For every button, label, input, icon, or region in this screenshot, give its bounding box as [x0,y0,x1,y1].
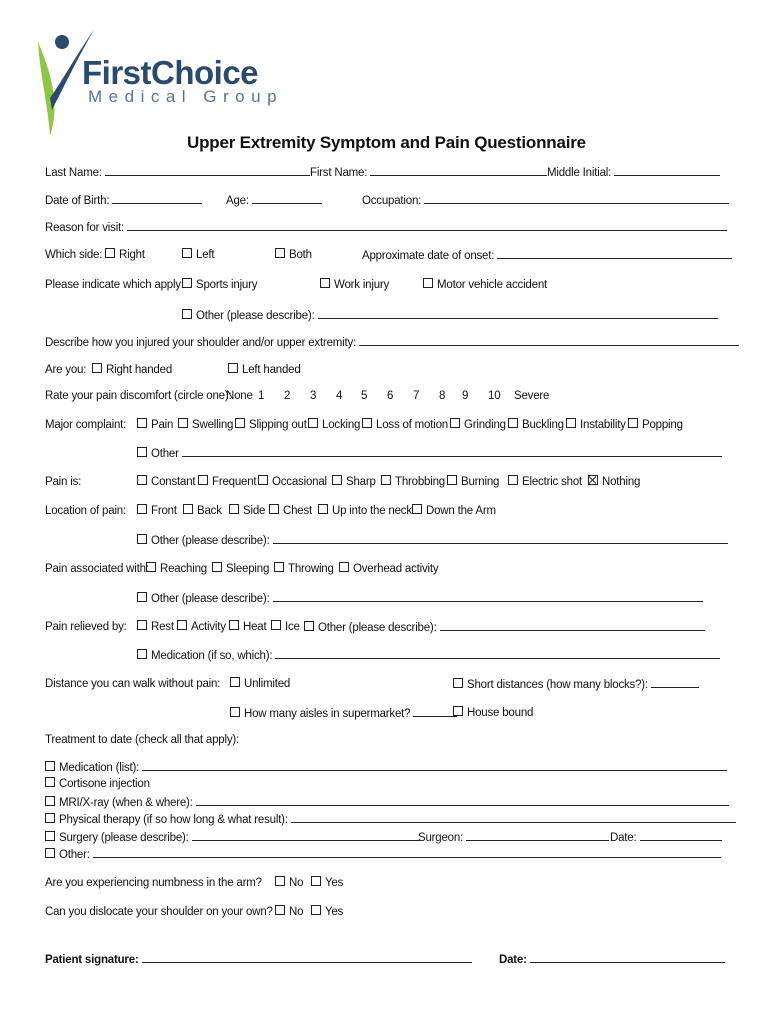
middle-initial-label: Middle Initial: [547,167,612,179]
relief-medication-checkbox[interactable] [137,649,147,659]
last-name-label: Last Name: [45,167,102,179]
complaint-instability-checkbox[interactable] [566,418,576,428]
treat-medication-label: Medication (list): [59,762,140,774]
dislocate-yes-label: Yes [325,906,344,918]
onset-label: Approximate date of onset: [362,250,495,262]
apply-other-checkbox[interactable] [182,309,192,319]
complaint-grinding-label: Grinding [464,419,506,431]
rate-9[interactable]: 9 [462,390,469,402]
relief-heat-label: Heat [243,621,267,633]
assoc-reaching-label: Reaching [160,563,207,575]
dislocate-no-checkbox[interactable] [275,905,285,915]
pain-occasional-checkbox[interactable] [258,475,268,485]
complaint-loss-motion-checkbox[interactable] [362,418,372,428]
treat-cortisone-checkbox[interactable] [45,777,55,787]
treat-surgery-checkbox[interactable] [45,831,55,841]
side-label: Which side: [45,249,103,261]
pain-frequent-checkbox[interactable] [198,475,208,485]
assoc-other-label: Other (please describe): [151,593,270,605]
treat-pt-field[interactable] [291,812,736,823]
onset-field[interactable] [497,248,732,259]
dist-unlimited-checkbox[interactable] [230,677,240,687]
rate-label: Rate your pain discomfort (circle one): [45,390,232,402]
assoc-sleeping-checkbox[interactable] [212,562,222,572]
pain-sharp-checkbox[interactable] [332,475,342,485]
assoc-reaching-checkbox[interactable] [146,562,156,572]
dist-housebound-checkbox[interactable] [453,706,463,716]
complaint-other-field[interactable] [182,446,722,457]
pain-frequent-label: Frequent [212,476,257,488]
relief-activity-checkbox[interactable] [177,620,187,630]
occupation-field[interactable] [424,193,729,204]
apply-label: Please indicate which apply: [45,279,184,291]
pain-constant-label: Constant [151,476,196,488]
pain-nothing-label: Nothing [602,476,641,488]
loc-arm-checkbox[interactable] [412,504,422,514]
assoc-sleeping-label: Sleeping [226,563,270,575]
treat-mri-label: MRI/X-ray (when & where): [59,797,193,809]
middle-initial-field[interactable] [614,165,720,176]
complaint-instability-label: Instability [580,419,626,431]
signature-field[interactable] [142,952,472,963]
loc-front-label: Front [151,505,177,517]
rate-none[interactable]: None [226,390,253,402]
last-name-field[interactable] [105,165,310,176]
occupation-label: Occupation: [362,195,422,207]
rate-7[interactable]: 7 [413,390,420,402]
page-title: Upper Extremity Symptom and Pain Questionnaire [187,133,586,152]
complaint-pain-label: Pain [151,419,174,431]
pain-throbbing-checkbox[interactable] [381,475,391,485]
complaint-buckling-label: Buckling [522,419,564,431]
surgery-date-field[interactable] [640,830,722,841]
side-right-checkbox[interactable] [105,248,115,258]
distance-label: Distance you can walk without pain: [45,678,221,690]
associated-label: Pain associated with: [45,563,149,575]
left-handed-label: Left handed [242,364,301,376]
rate-severe[interactable]: Severe [514,390,550,402]
signature-label: Patient signature: [45,954,139,966]
work-injury-label: Work injury [334,279,390,291]
treat-other-label: Other: [59,849,90,861]
loc-arm-label: Down the Arm [426,505,496,517]
signature-date-field[interactable] [530,952,725,963]
motor-vehicle-label: Motor vehicle accident [437,279,548,291]
side-both-checkbox[interactable] [275,248,285,258]
dist-short-checkbox[interactable] [453,678,463,688]
relief-other-checkbox[interactable] [304,621,314,631]
dob-label: Date of Birth: [45,195,110,207]
age-label: Age: [226,195,249,207]
logo-text-primary: FirstChoice [82,54,259,91]
complaint-locking-label: Locking [322,419,361,431]
dist-short-field[interactable] [651,677,699,688]
motor-vehicle-checkbox[interactable] [423,278,433,288]
describe-field[interactable] [359,335,739,346]
assoc-other-checkbox[interactable] [137,592,147,602]
relief-heat-checkbox[interactable] [229,620,239,630]
loc-other-field[interactable] [273,533,728,544]
surgeon-field[interactable] [466,830,609,841]
treat-cortisone-label: Cortisone injection [59,778,150,790]
assoc-throwing-checkbox[interactable] [274,562,284,572]
dislocate-label: Can you dislocate your shoulder on your own? [45,906,273,918]
complaint-locking-checkbox[interactable] [308,418,318,428]
complaint-slipping-checkbox[interactable] [235,418,245,428]
loc-chest-label: Chest [283,505,313,517]
assoc-overhead-checkbox[interactable] [339,562,349,572]
dob-field[interactable] [112,193,202,204]
apply-other-label: Other (please describe): [196,310,315,322]
pain-electric-checkbox[interactable] [508,475,518,485]
treatment-label: Treatment to date (check all that apply): [45,734,239,746]
relief-ice-checkbox[interactable] [271,620,281,630]
dislocate-yes-checkbox[interactable] [311,905,321,915]
right-handed-checkbox[interactable] [92,363,102,373]
reason-field[interactable] [127,220,727,231]
dist-short-label: Short distances (how many blocks?): [467,679,648,691]
treat-other-checkbox[interactable] [45,848,55,858]
side-left-checkbox[interactable] [182,248,192,258]
sports-injury-label: Sports injury [196,279,258,291]
relief-activity-label: Activity [191,621,226,633]
complaint-loss-motion-label: Loss of motion [376,419,448,431]
apply-other-field[interactable] [318,308,718,319]
surgeon-label: Surgeon: [418,832,464,844]
relief-other-label: Other (please describe): [318,622,437,634]
treat-mri-checkbox[interactable] [45,796,55,806]
loc-other-checkbox[interactable] [137,534,147,544]
rate-4[interactable]: 4 [336,390,343,402]
complaint-other-label: Other [151,448,179,460]
complaint-popping-checkbox[interactable] [628,418,638,428]
rate-6[interactable]: 6 [387,390,394,402]
treat-surgery-field[interactable] [192,830,420,841]
pain-occasional-label: Occasional [272,476,327,488]
rate-1[interactable]: 1 [258,390,265,402]
numbness-yes-checkbox[interactable] [311,876,321,886]
numbness-no-checkbox[interactable] [275,876,285,886]
assoc-throwing-label: Throwing [288,563,334,575]
loc-neck-label: Up into the neck [332,505,412,517]
relief-medication-label: Medication (if so, which): [151,650,273,662]
side-right-label: Right [119,249,145,261]
complaint-pain-checkbox[interactable] [137,418,147,428]
relief-rest-checkbox[interactable] [137,620,147,630]
pain-is-label: Pain is: [45,476,82,488]
loc-side-label: Side [243,505,266,517]
treat-medication-checkbox[interactable] [45,761,55,771]
complaint-grinding-checkbox[interactable] [450,418,460,428]
dislocate-no-label: No [289,906,304,918]
dist-aisles-field[interactable] [413,706,457,717]
numbness-label: Are you experiencing numbness in the arm? [45,877,262,889]
loc-chest-checkbox[interactable] [269,504,279,514]
dist-unlimited-label: Unlimited [244,678,291,690]
signature-date-label: Date: [499,954,527,966]
loc-side-checkbox[interactable] [229,504,239,514]
surgery-date-label: Date: [610,832,637,844]
assoc-other-field[interactable] [273,591,703,602]
complaint-label: Major complaint: [45,419,127,431]
pain-electric-label: Electric shot [522,476,583,488]
rate-8[interactable]: 8 [439,390,446,402]
treat-surgery-label: Surgery (please describe): [59,832,189,844]
right-handed-label: Right handed [106,364,173,376]
pain-nothing-checkbox[interactable] [588,475,598,485]
pain-throbbing-label: Throbbing [395,476,445,488]
pain-constant-checkbox[interactable] [137,475,147,485]
relieved-label: Pain relieved by: [45,621,127,633]
pain-burning-label: Burning [461,476,500,488]
hand-label: Are you: [45,364,87,376]
pain-burning-checkbox[interactable] [447,475,457,485]
rate-10[interactable]: 10 [488,390,501,402]
dist-housebound-label: House bound [467,707,534,719]
logo-text-secondary: Medical Group [88,87,284,106]
reason-label: Reason for visit: [45,222,125,234]
location-label: Location of pain: [45,505,126,517]
treat-pt-checkbox[interactable] [45,813,55,823]
complaint-other-checkbox[interactable] [137,447,147,457]
first-name-label: First Name: [310,167,368,179]
age-field[interactable] [252,193,322,204]
dist-aisles-label: How many aisles in supermarket? [244,708,411,720]
assoc-overhead-label: Overhead activity [353,563,439,575]
loc-front-checkbox[interactable] [137,504,147,514]
complaint-buckling-checkbox[interactable] [508,418,518,428]
sports-injury-checkbox[interactable] [182,278,192,288]
treat-medication-field[interactable] [142,760,727,771]
relief-other-field[interactable] [440,620,705,631]
relief-rest-label: Rest [151,621,174,633]
loc-back-checkbox[interactable] [183,504,193,514]
rate-5[interactable]: 5 [361,390,368,402]
relief-medication-field[interactable] [275,648,720,659]
rate-3[interactable]: 3 [310,390,317,402]
pain-sharp-label: Sharp [346,476,376,488]
loc-neck-checkbox[interactable] [318,504,328,514]
describe-label: Describe how you injured your shoulder and/or upper extremity: [45,337,357,349]
complaint-swelling-checkbox[interactable] [178,418,188,428]
first-name-field[interactable] [370,165,547,176]
left-handed-checkbox[interactable] [228,363,238,373]
treat-pt-label: Physical therapy (if so how long & what result): [59,814,288,826]
treat-mri-field[interactable] [196,795,729,806]
loc-back-label: Back [197,505,222,517]
relief-ice-label: Ice [285,621,300,633]
side-both-label: Both [289,249,312,261]
side-left-label: Left [196,249,215,261]
numbness-yes-label: Yes [325,877,344,889]
numbness-no-label: No [289,877,304,889]
complaint-popping-label: Popping [642,419,683,431]
rate-2[interactable]: 2 [284,390,291,402]
work-injury-checkbox[interactable] [320,278,330,288]
treat-other-field[interactable] [93,847,721,858]
complaint-swelling-label: Swelling [192,419,234,431]
logo [30,20,290,140]
loc-other-label: Other (please describe): [151,535,270,547]
complaint-slipping-label: Slipping out [249,419,307,431]
dist-aisles-checkbox[interactable] [230,707,240,717]
